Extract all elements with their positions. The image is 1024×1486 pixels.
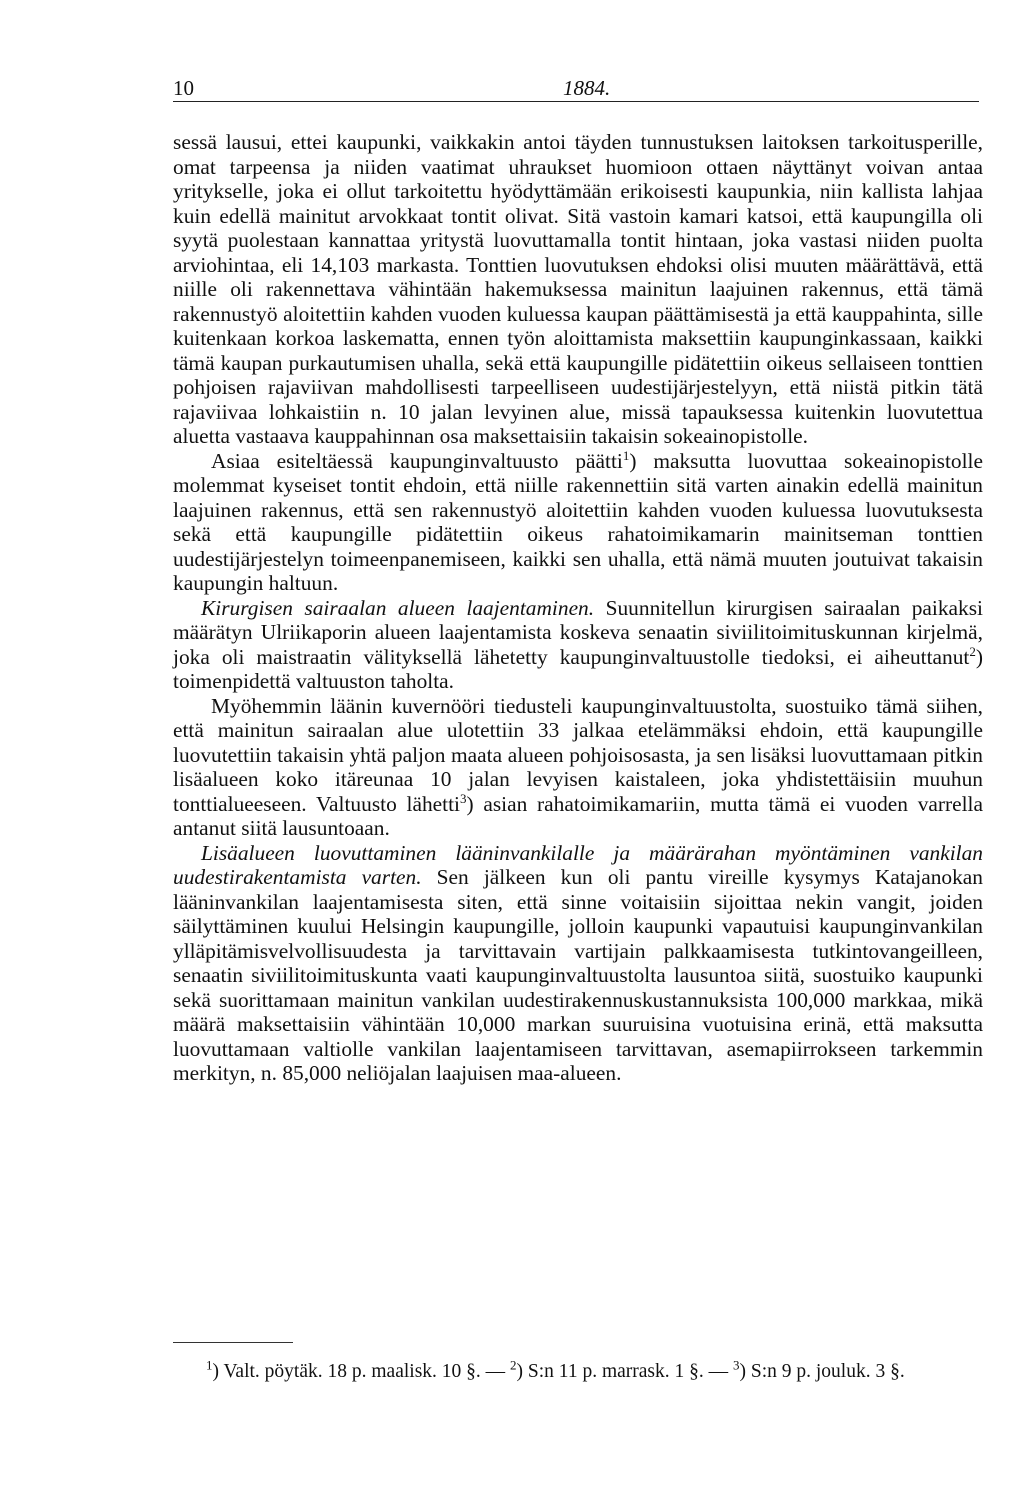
- paragraph-text: Suunnitellun kirurgisen sairaalan paikaksi määrätyn Ulriikaporin alueen laajentamista koskeva senaatin siviilitoimituskunnan kirjelmä, joka oli maistraatin välityksellä lähetetty kaupunginvaltuustolle tiedoksi, ei aiheuttanut: [173, 595, 983, 669]
- footnote-ref: 1: [622, 447, 630, 463]
- running-header-year: 1884.: [563, 76, 611, 100]
- paragraph-text: ) maksutta luovuttaa sokeainopistolle molemmat kyseiset tontit ehdoin, että niille rakennettiin sitä varten ainakin edellä mainitun laajuinen rakennus, että sen rakennustyö aloitettiin kahden vuoden kuluessa luovutuksesta sekä että kaupungille pidätettiin oikeus rahatoimikamarin mainitseman tonttien uudestijärjestelyn toimeenpanemiseen, kaikki sen uhalla, että nämä muuten joutuivat takaisin kaupungin haltuun.: [173, 448, 983, 595]
- footnote-text: ) Valt. pöytäk. 18 p. maalisk. 10 §. —: [212, 1361, 511, 1382]
- paragraph-text: Asiaa esiteltäessä kaupunginvaltuusto päätti: [211, 448, 623, 473]
- paragraph: [173, 694, 983, 841]
- paragraph-text: ) toimenpidettä valtuuston taholta.: [173, 644, 983, 693]
- body-text: [173, 130, 983, 1086]
- footnote-number: 1: [206, 1357, 213, 1373]
- footnotes: [173, 1357, 983, 1384]
- paragraph: [173, 449, 983, 596]
- paragraph-text: sessä lausui, ettei kaupunki, vaikkakin antoi täyden tunnustuksen laitoksen tarkoitusperille, omat tarpeensa ja niiden vaatimat uhraukset huomioon ottaen näyttänyt voivan antaa yritykselle, joka ei ollut tarkoitettu hyödyttämään erikoisesti kaupunkia, niin kallista lahjaa kuin edellä mainitut arvokkaat tontit olivat. Sitä vastoin kamari katsoi, että kaupungilla oli syytä puolestaan kannattaa yritystä luovuttamalla tontit hintaan, joka vastasi niiden puolta arviohintaa, eli 14,103 markasta. Tonttien luovutuksen ehdoksi olisi muuten määrättävä, että niille oli rakennettava vähintään hakemuksessa mainitun laajuinen rakennus, että tämä rakennustyö aloitettiin kahden vuoden kuluessa kaupan päättämisestä ja että kauppahinta, sille kuitenkaan korkoa laskematta, ennen työn aloittamista maksettiin kaupunginkassaan, kaikki tämä kaupan purkautumisen uhalla, sekä että kaupungille pidätettiin oikeus sellaiseen tonttien pohjoisen rajaviivan mahdollisesti tarpeelliseen uudestijärjestelyyn, että niistä pitkin tätä rajaviivaa lohkaistiin n. 10 jalan levyinen alue, missä tapauksessa kuitenkin luovutettua aluetta vastaava kauppahinnan osa maksettaisiin takaisin sokeainopistolle.: [173, 130, 983, 448]
- footnote-text: ) S:n 9 p. jouluk. 3 §.: [739, 1361, 905, 1382]
- footnote-number: 3: [733, 1357, 740, 1373]
- footnote-text: ) S:n 11 p. marrask. 1 §. —: [516, 1361, 733, 1382]
- paragraph-text: ) asian rahatoimikamariin, mutta tämä ei vuoden varrella antanut siitä lausuntoaan.: [173, 791, 983, 840]
- footnote-ref: 2: [969, 643, 976, 659]
- header-rule: [173, 101, 979, 102]
- footnote-block: [173, 1357, 983, 1384]
- paragraph: [173, 841, 983, 1086]
- footnote-rule: [173, 1342, 293, 1343]
- section-title: Kirurgisen sairaalan alueen laajentaminen.: [201, 595, 595, 620]
- paragraph: [173, 596, 983, 694]
- page-header: [173, 76, 979, 102]
- paragraph-text: Myöhemmin läänin kuvernööri tiedusteli kaupunginvaltuustolta, suostuiko tämä siihen, että mainitun sairaalan alue ulotettiin 33 jalkaa etelämmäksi ehdoin, että kaupungille luovutettiin takaisin yhtä paljon maata alueen pohjoisosasta, ja sen lisäksi luovuttamaan pitkin lisäalueen koko itäreunaa 10 jalan levyisen kaistaleen, joka yhdistettäisiin muuhun tonttialueeseen. Valtuusto lähetti: [173, 693, 983, 816]
- paragraph: [173, 130, 983, 449]
- section-title: Lisäalueen luovuttaminen lääninvankilalle ja määrärahan myöntäminen vankilan uudestirakentamista varten.: [173, 840, 983, 889]
- footnote-number: 2: [510, 1357, 517, 1373]
- footnote-ref: 3: [459, 790, 467, 806]
- paragraph-text: Sen jälkeen kun oli pantu vireille kysymys Katajanokan lääninvankilan laajentamisesta siten, että sinne voitaisiin sijoittaa nekin vangit, joiden säilyttäminen kuului Helsingin kaupungille, jolloin kaupunki vapautuisi kaupunginvankilan ylläpitämisvelvollisuudesta ja tarvittavain vartijain palkkaamisesta tutkintovangeilleen, senaatin siviilitoimituskunta vaati kaupunginvaltuustolta lausuntoa siitä, suostuiko kaupunki sekä suorittamaan mainitun vankilan uudestirakennuskustannuksista 100,000 markkaa, mikä määrä maksettaisiin vähintään 10,000 markan suuruisina vuotuisina erinä, että maksutta luovuttamaan valtiolle vankilan laajentamiseen tarvittavan, asemapiirrokseen tarkemmin merkityn, n. 85,000 neliöjalan laajuisen maa-alueen.: [173, 865, 983, 1085]
- page-number: 10: [173, 76, 194, 100]
